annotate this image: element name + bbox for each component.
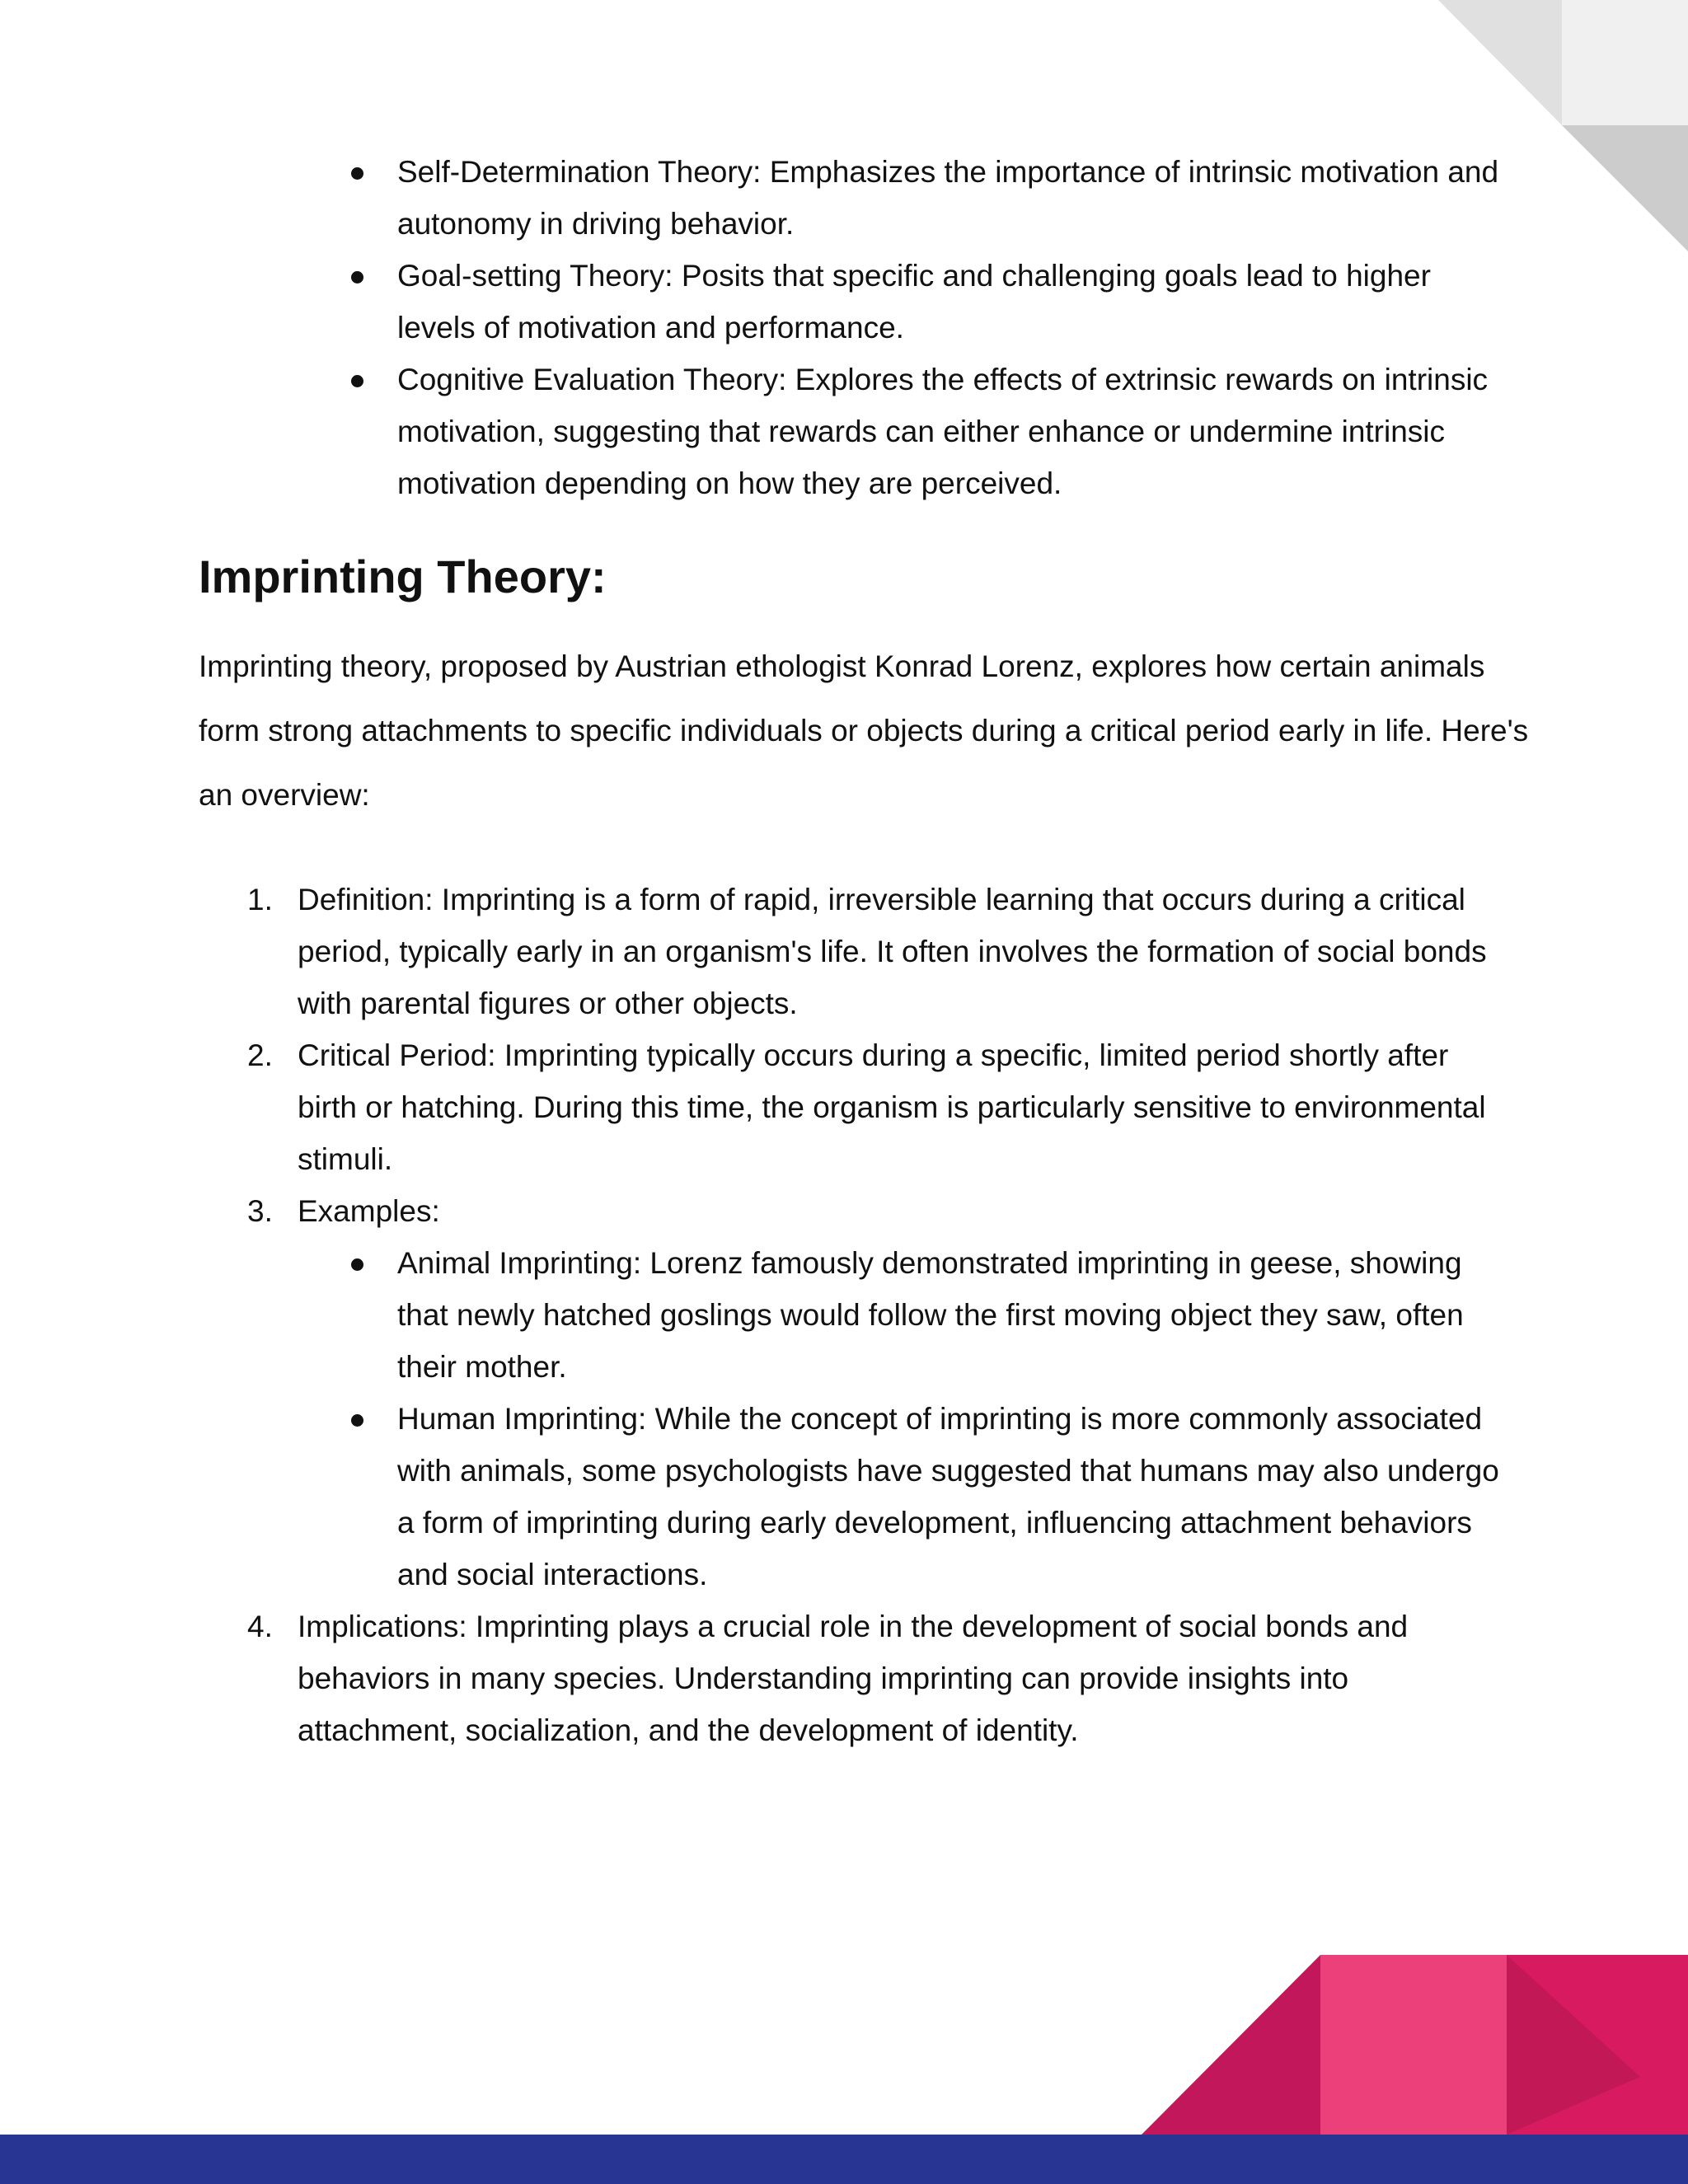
list-number: 2. (247, 1038, 273, 1072)
numbered-item-implications (247, 1601, 1509, 1756)
list-number: 1. (247, 883, 273, 916)
numbered-item-critical-period (247, 1029, 1509, 1185)
section-heading: Imprinting Theory: (199, 551, 607, 602)
list-number: 3. (247, 1194, 273, 1228)
pink-square-light (1320, 1955, 1507, 2135)
sub-list-item: Animal Imprinting: Lorenz famously demonstrated imprinting in geese, showing that newly hatched goslings would follow the first moving object they saw, often their mother. (397, 1237, 1509, 1393)
corner-grey-light (1562, 0, 1688, 125)
list-number: 4. (247, 1610, 273, 1643)
list-item: Goal-setting Theory: Posits that specific and challenging goals lead to higher levels of motivation and performance. (397, 250, 1502, 354)
pink-triangle-dark (1142, 1955, 1320, 2135)
footer-bar (0, 2135, 1688, 2184)
pink-rect-mid (1507, 1955, 1688, 2135)
corner-grey-mid (1438, 0, 1562, 125)
corner-grey-dark (1562, 125, 1688, 251)
motivation-theories-list (397, 146, 1502, 509)
list-item-text: Examples: (298, 1194, 440, 1228)
numbered-item-definition (247, 874, 1509, 1029)
list-item: Cognitive Evaluation Theory: Explores the effects of extrinsic rewards on intrinsic motivation, suggesting that rewards can either enhance or undermine intrinsic motivation depending on how they are perceived. (397, 354, 1502, 509)
numbered-item-examples (247, 1185, 1509, 1601)
sub-list-item: Human Imprinting: While the concept of imprinting is more commonly associated with animals, some psychologists have suggested that humans may also undergo a form of imprinting during early development, influencing attachment behaviors and social interactions. (397, 1393, 1509, 1601)
list-item-text: Implications: Imprinting plays a crucial role in the development of social bonds and behaviors in many species. Understanding imprinting can provide insights into attachment, socialization, and the development of identity. (298, 1610, 1409, 1747)
list-item: Self-Determination Theory: Emphasizes the importance of intrinsic motivation and autonomy in driving behavior. (397, 146, 1502, 250)
list-item-text: Definition: Imprinting is a form of rapid, irreversible learning that occurs during a critical period, typically early in an organism's life. It often involves the formation of social bonds with parental figures or other objects. (298, 883, 1487, 1020)
examples-sub-list (298, 1237, 1509, 1601)
pink-shadow-triangle (1507, 1955, 1640, 2135)
imprinting-overview-list (247, 874, 1509, 1756)
intro-paragraph: Imprinting theory, proposed by Austrian ethologist Konrad Lorenz, explores how certain animals form strong attachments to specific individuals or objects during a critical period early in life. Here's an overview: (199, 649, 1529, 812)
list-item-text: Critical Period: Imprinting typically occurs during a specific, limited period shortly after birth or hatching. During this time, the organism is particularly sensitive to environmental stimuli. (298, 1038, 1486, 1176)
